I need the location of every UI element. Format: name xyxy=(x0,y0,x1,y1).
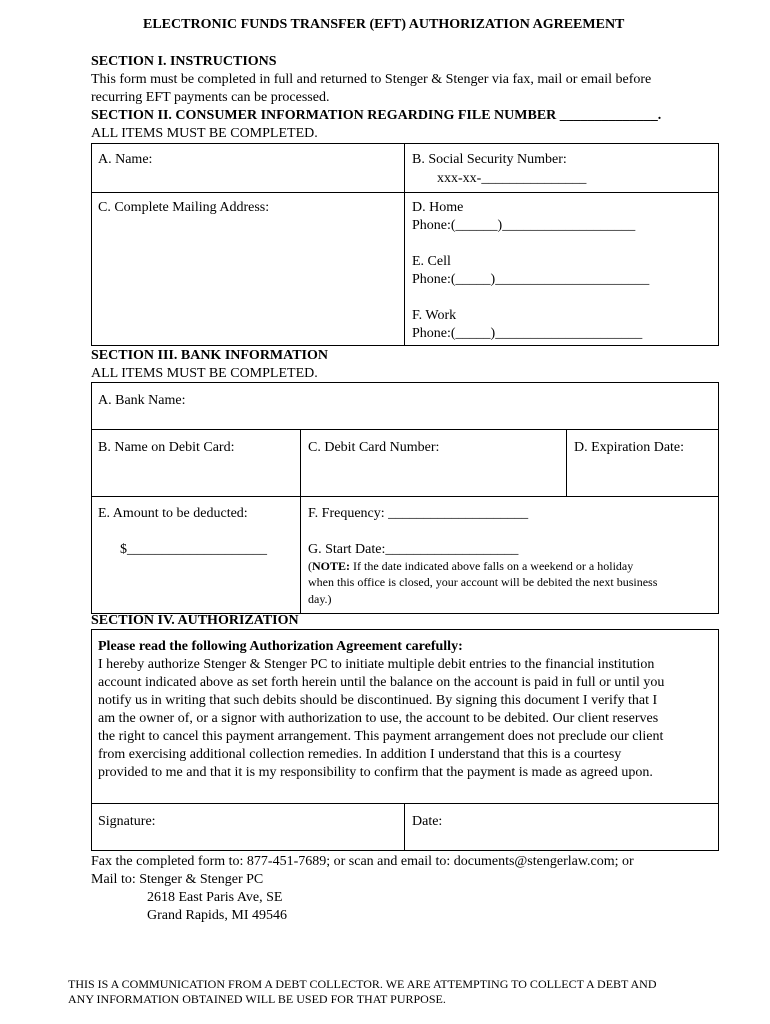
consumer-info-table xyxy=(91,143,719,346)
debt-collector-disclaimer-line2: ANY INFORMATION OBTAINED WILL BE USED FOR THAT PURPOSE. xyxy=(68,992,446,1006)
consumer-info-divider xyxy=(404,143,405,346)
cell-phone-label: E. Cell xyxy=(412,254,451,269)
amount-field[interactable]: $____________________ xyxy=(120,542,267,557)
section3-subheading: ALL ITEMS MUST BE COMPLETED. xyxy=(91,366,318,381)
signature-field[interactable]: Signature: xyxy=(98,814,156,829)
bank-name-field[interactable]: A. Bank Name: xyxy=(98,393,186,408)
cell-phone-field[interactable]: Phone:(_____)______________________ xyxy=(412,272,650,287)
work-phone-field[interactable]: Phone:(_____)_____________________ xyxy=(412,326,643,341)
home-phone-field[interactable]: Phone:(______)___________________ xyxy=(412,218,636,233)
section4-heading: SECTION IV. AUTHORIZATION xyxy=(91,613,299,628)
mail-to-line: Mail to: Stenger & Stenger PC xyxy=(91,872,264,887)
work-phone-label: F. Work xyxy=(412,308,457,323)
bank-info-row-divider-2 xyxy=(91,496,719,497)
bank-info-col-divider-2 xyxy=(566,429,567,496)
start-date-note-line1: (NOTE: If the date indicated above falls on a weekend or a holiday xyxy=(308,559,634,573)
page-title: ELECTRONIC FUNDS TRANSFER (EFT) AUTHORIZATION AGREEMENT xyxy=(143,17,625,32)
fax-instructions: Fax the completed form to: 877-451-7689; or scan and email to: documents@stengerlaw.com; or xyxy=(91,854,634,869)
ssn-field-label: B. Social Security Number: xyxy=(412,152,567,167)
debit-card-number-field[interactable]: C. Debit Card Number: xyxy=(308,440,440,455)
authorization-text-line: from exercising additional collection remedies. In addition I understand that this is a courtesy xyxy=(98,747,622,762)
section1-instructions-line2: recurring EFT payments can be processed. xyxy=(91,90,330,105)
mail-address-city: Grand Rapids, MI 49546 xyxy=(147,908,287,923)
section2-subheading: ALL ITEMS MUST BE COMPLETED. xyxy=(91,126,318,141)
bank-info-row-divider-1 xyxy=(91,429,719,430)
authorization-row-divider xyxy=(91,803,719,804)
home-phone-label: D. Home xyxy=(412,200,464,215)
frequency-field[interactable]: F. Frequency: ____________________ xyxy=(308,506,529,521)
section2-heading: SECTION II. CONSUMER INFORMATION REGARDING FILE NUMBER ______________. xyxy=(91,108,662,123)
section1-instructions-line1: This form must be completed in full and returned to Stenger & Stenger via fax, mail or email before xyxy=(91,72,652,87)
section3-heading: SECTION III. BANK INFORMATION xyxy=(91,348,328,363)
authorization-text-line: notify us in writing that such debits should be discontinued. By signing this document I verify that I xyxy=(98,693,658,708)
start-date-field[interactable]: G. Start Date:___________________ xyxy=(308,542,519,557)
expiration-date-field[interactable]: D. Expiration Date: xyxy=(574,440,685,455)
name-field[interactable]: A. Name: xyxy=(98,152,153,167)
authorization-text-line: I hereby authorize Stenger & Stenger PC to initiate multiple debit entries to the financial institution xyxy=(98,657,655,672)
authorization-text-line: provided to me and that it is my responsibility to confirm that the payment is made as agreed upon. xyxy=(98,765,653,780)
mail-address-street: 2618 East Paris Ave, SE xyxy=(147,890,283,905)
authorization-text xyxy=(98,656,664,782)
debt-collector-disclaimer-line1: THIS IS A COMMUNICATION FROM A DEBT COLLECTOR. WE ARE ATTEMPTING TO COLLECT A DEBT AND xyxy=(68,977,657,991)
amount-label: E. Amount to be deducted: xyxy=(98,506,248,521)
debit-card-name-field[interactable]: B. Name on Debit Card: xyxy=(98,440,235,455)
ssn-field[interactable]: xxx-xx-_______________ xyxy=(437,171,587,186)
start-date-note-line3: day.) xyxy=(308,592,332,606)
signature-date-field[interactable]: Date: xyxy=(412,814,443,829)
authorization-text-line: account indicated above as set forth herein until the balance on the account is paid in full or until you xyxy=(98,675,665,690)
section1-heading: SECTION I. INSTRUCTIONS xyxy=(91,54,277,69)
signature-date-divider xyxy=(404,803,405,851)
start-date-note-line2: when this office is closed, your account will be debited the next business xyxy=(308,575,658,589)
mailing-address-field[interactable]: C. Complete Mailing Address: xyxy=(98,200,270,215)
bank-info-col-divider-1 xyxy=(300,429,301,614)
authorization-text-line: the right to cancel this payment arrangement. This payment arrangement does not preclude our client xyxy=(98,729,664,744)
authorization-text-line: am the owner of, or a signor with authorization to use, the account to be debited. Our client reserves xyxy=(98,711,659,726)
consumer-info-row-divider xyxy=(91,192,719,193)
authorization-read-heading: Please read the following Authorization Agreement carefully: xyxy=(98,639,463,654)
